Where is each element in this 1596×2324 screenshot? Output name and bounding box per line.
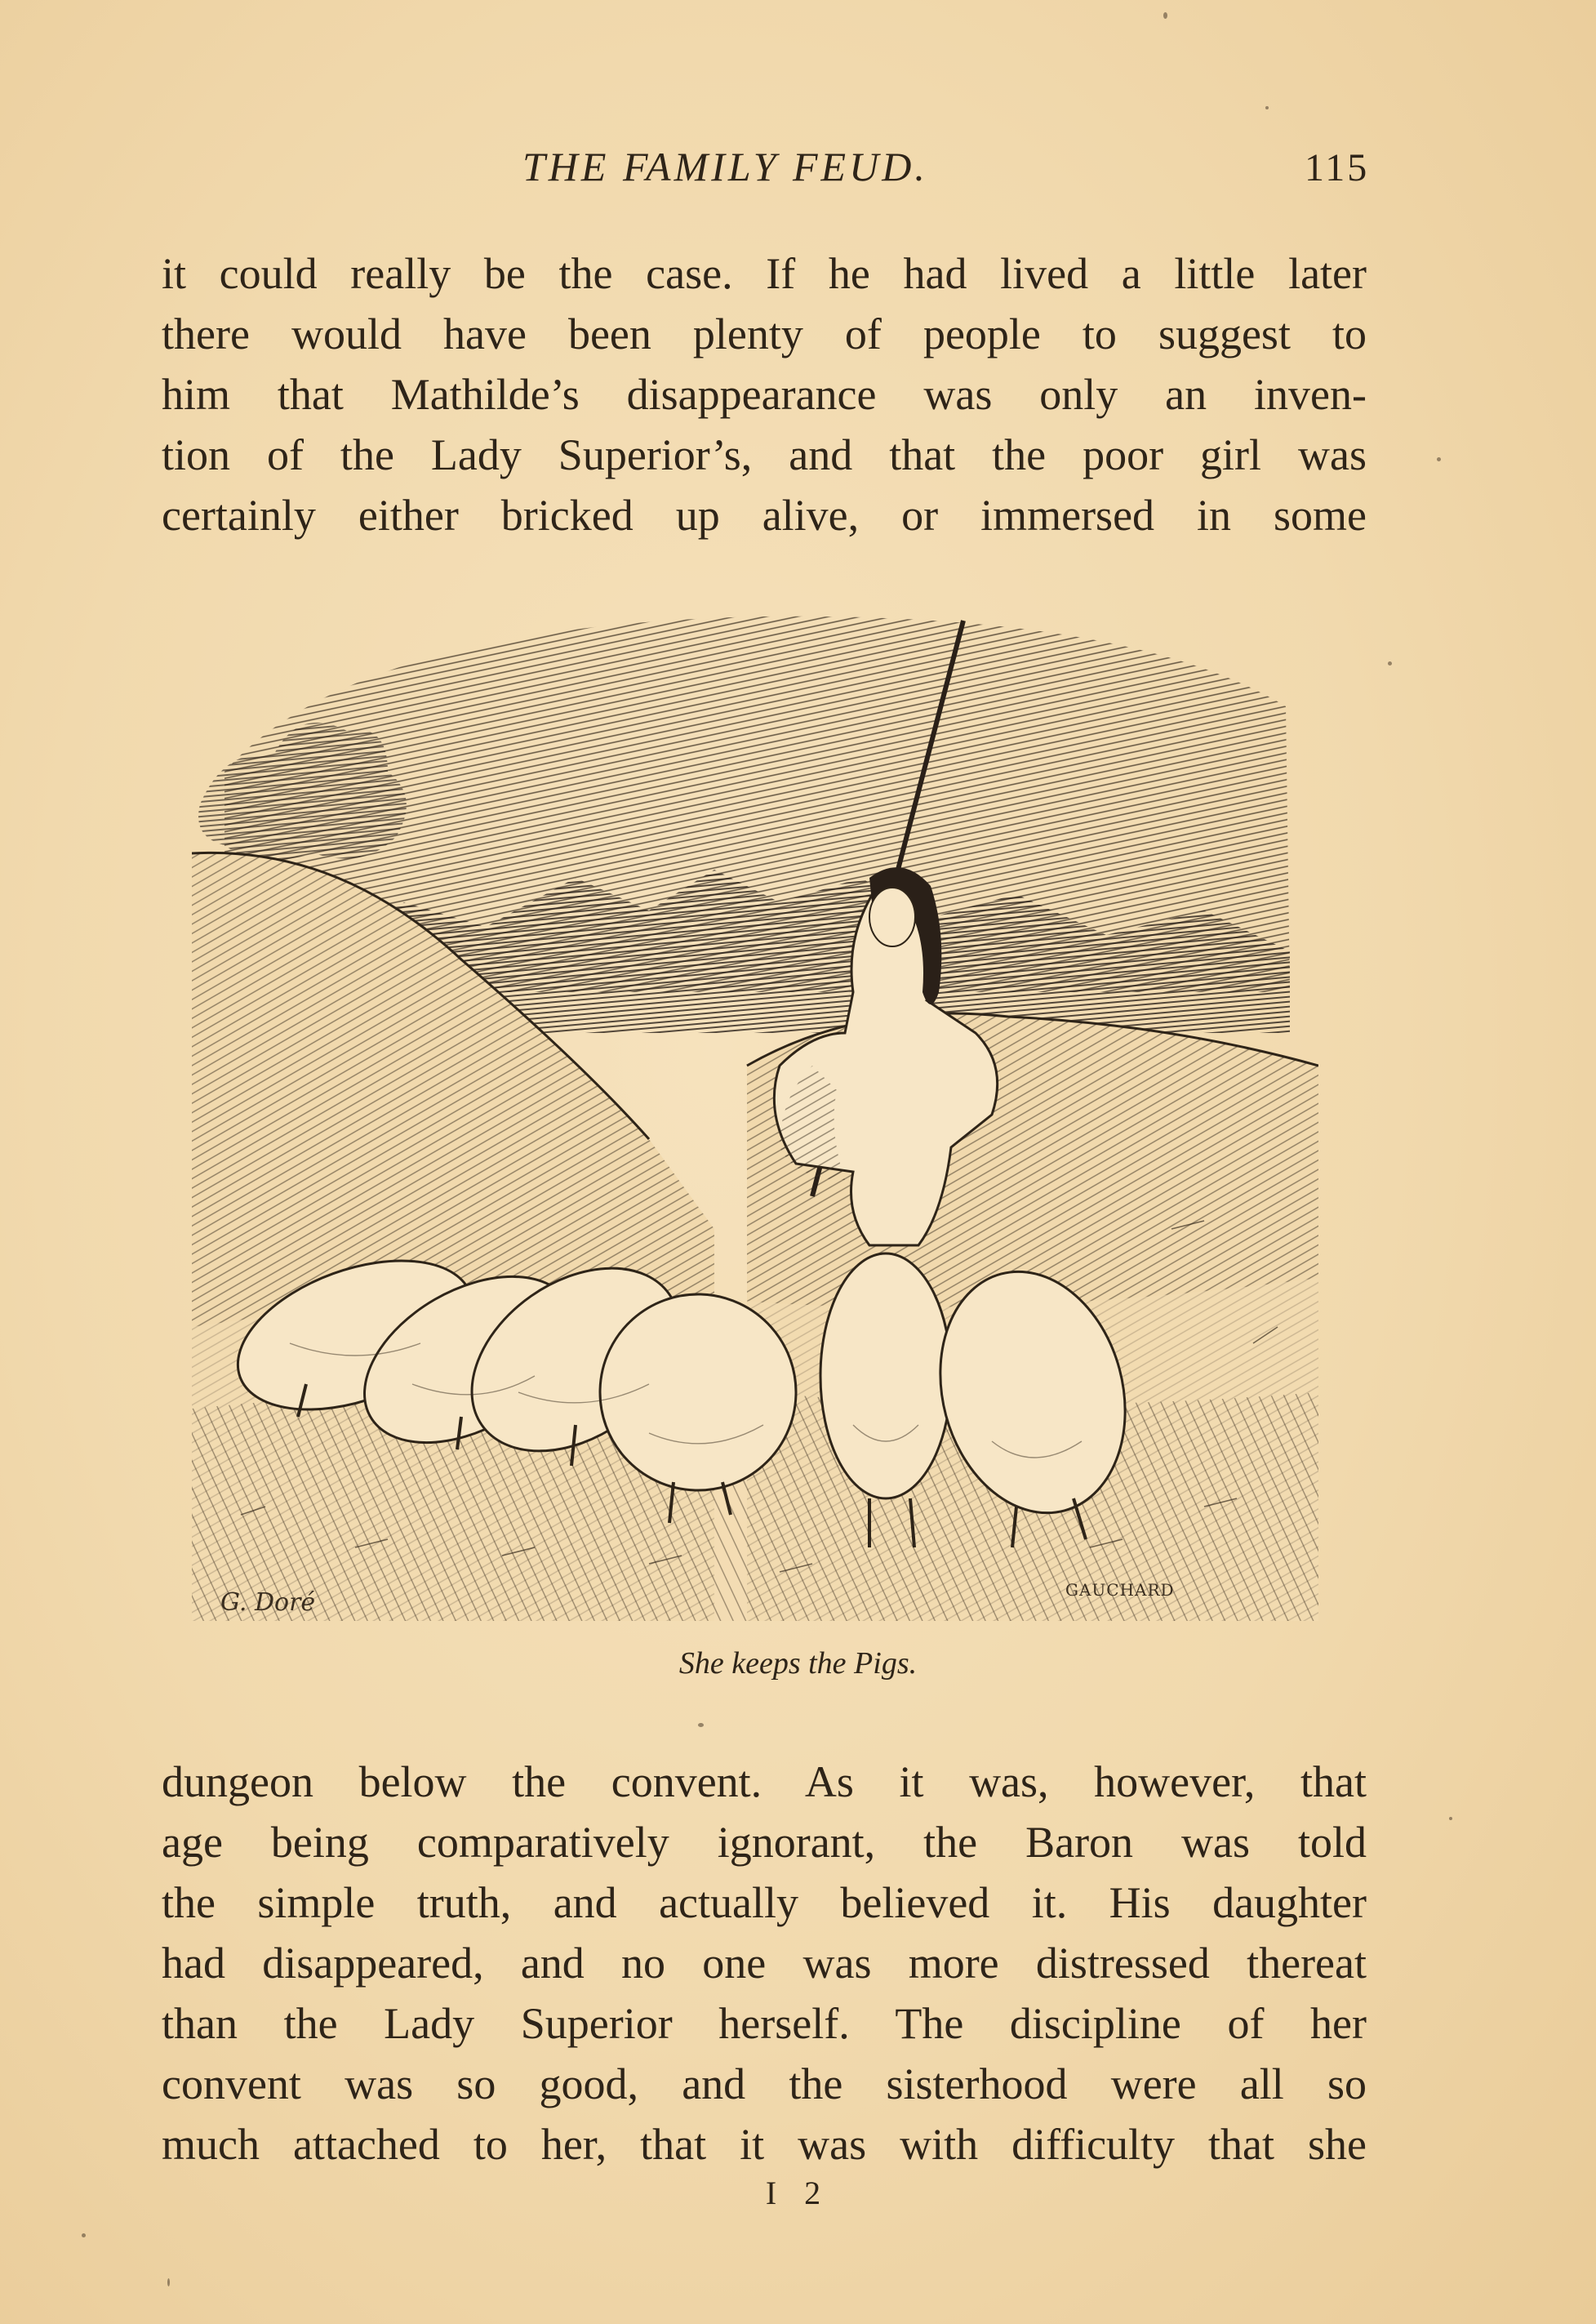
body-text-bottom <box>162 1752 1367 2175</box>
engraving-illustration <box>192 608 1318 1621</box>
paper-speck <box>1265 106 1269 109</box>
paper-speck <box>698 1723 704 1727</box>
page-number: 115 <box>1305 146 1370 189</box>
figure-caption: She keeps the Pigs. <box>678 1646 918 1681</box>
paper-speck <box>1163 12 1167 19</box>
text-line: there would have been plenty of people to suggest to <box>162 309 1367 358</box>
text-line: dungeon below the convent. As it was, however, that <box>162 1757 1367 1806</box>
paper-speck <box>82 2233 86 2237</box>
text-line: convent was so good, and the sisterhood were all so <box>162 2059 1367 2108</box>
text-line: tion of the Lady Superior’s, and that the poor girl was <box>162 430 1367 479</box>
body-text-top <box>162 243 1367 545</box>
text-line: him that Mathilde’s disappearance was only an inven- <box>162 370 1367 419</box>
text-line: the simple truth, and actually believed it. His daughter <box>162 1878 1367 1927</box>
text-line: much attached to her, that it was with difficulty that she <box>162 2120 1367 2169</box>
running-head-title: THE FAMILY FEUD. <box>522 144 928 189</box>
text-line: certainly either bricked up alive, or immersed in some <box>162 491 1367 540</box>
artist-signature: G. Doré <box>220 1588 316 1617</box>
text-line: had disappeared, and no one was more distressed thereat <box>162 1939 1367 1988</box>
text-line: it could really be the case. If he had lived a little later <box>162 249 1367 298</box>
text-line: age being comparatively ignorant, the Baron was told <box>162 1818 1367 1867</box>
paper-speck <box>1437 457 1441 461</box>
signature-mark: I 2 <box>765 2175 831 2211</box>
paper-speck <box>1449 1817 1452 1820</box>
text-line: than the Lady Superior herself. The discipline of her <box>162 1999 1367 2048</box>
tree-left <box>198 723 407 860</box>
paper-speck <box>167 2278 170 2286</box>
engraving-svg <box>192 608 1318 1621</box>
paper-speck <box>1388 661 1392 666</box>
engraver-signature: GAUCHARD <box>1065 1580 1175 1600</box>
